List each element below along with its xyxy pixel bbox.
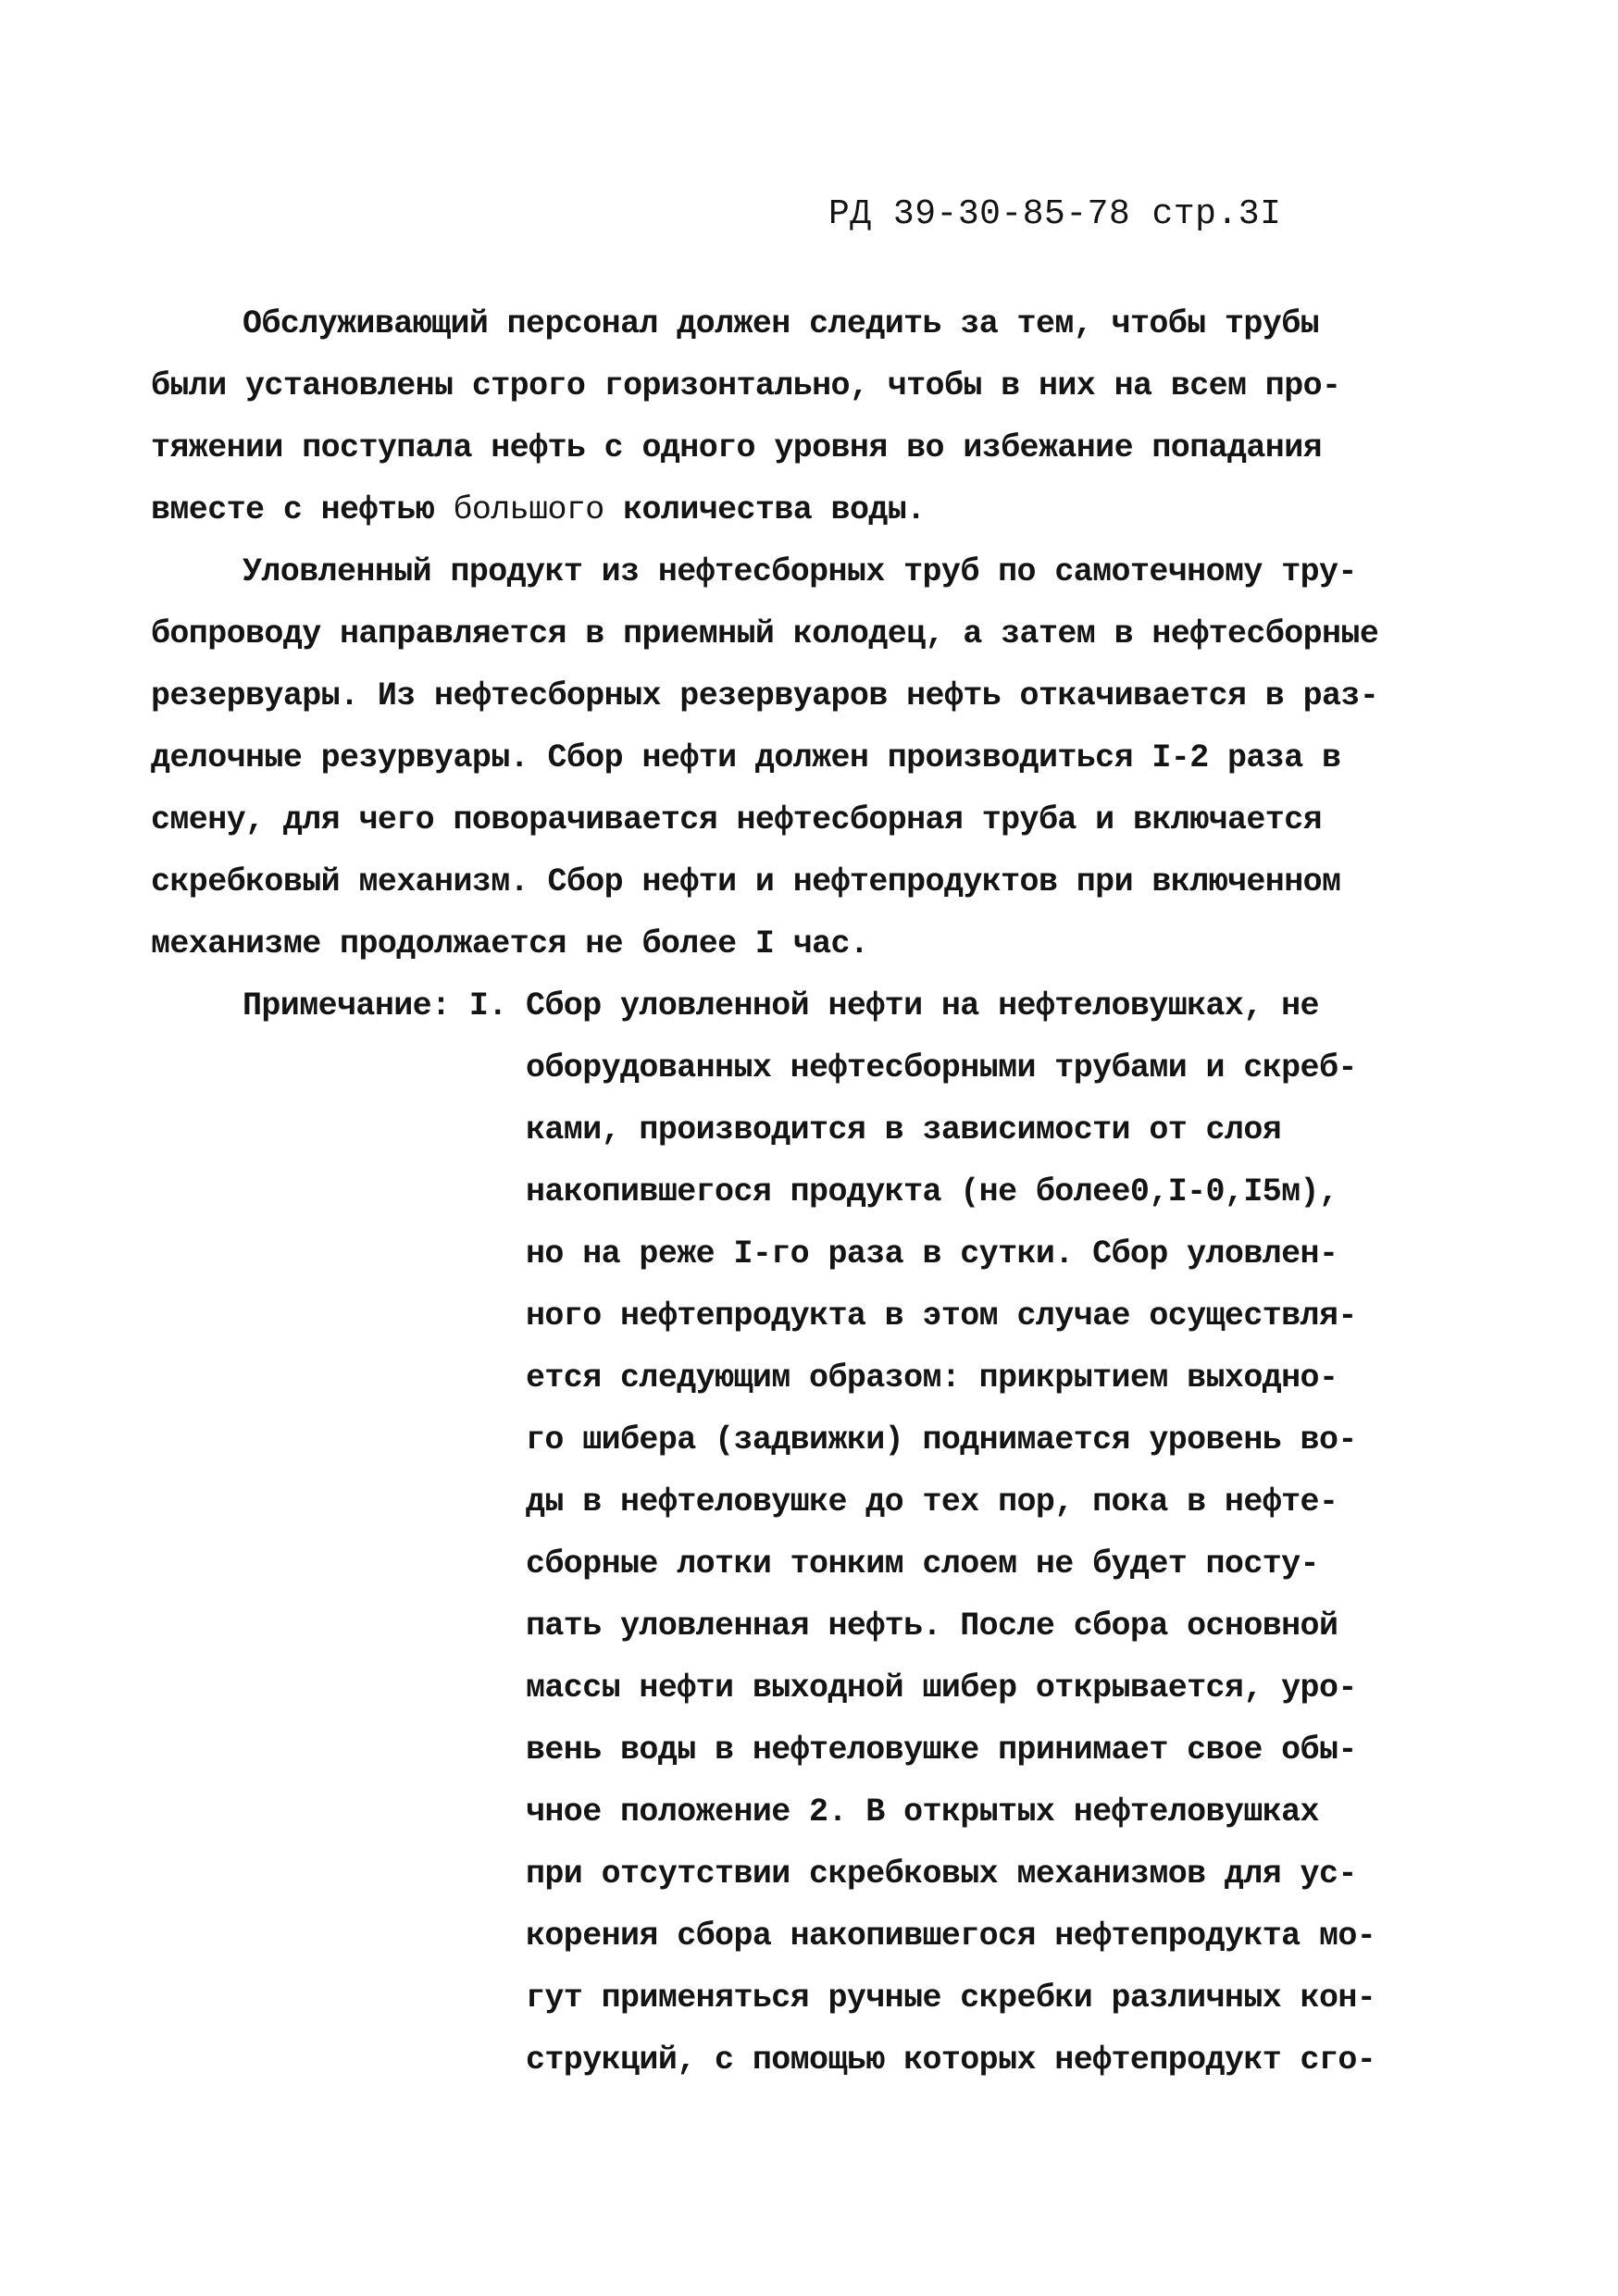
paragraph-1-line-2: были установлены строго горизонтально, чтобы в них на всем про-: [151, 367, 1341, 404]
paragraph-1-line-3: тяжении поступала нефть с одного уровня во избежание попадания: [151, 429, 1323, 466]
paragraph-2-line-1: Уловленный продукт из нефтесборных труб по самотечному тру-: [243, 553, 1357, 590]
paragraph-1-line-1: Обслуживающий персонал должен следить за тем, чтобы трубы: [243, 305, 1319, 342]
paragraph-2-line-7: механизме продолжается не более I час.: [151, 925, 869, 962]
note-label: Примечание: I.: [243, 987, 507, 1024]
paragraph-2-line-3: резервуары. Из нефтесборных резервуаров нефть откачивается в раз-: [151, 677, 1379, 714]
note-line-12: массы нефти выходной шибер открывается, уро-: [526, 1669, 1357, 1706]
note-line-3: ками, производится в зависимости от слоя: [526, 1111, 1282, 1148]
paragraph-1-line-4-part-b: большого: [453, 491, 604, 528]
paragraph-1-line-4: [151, 491, 926, 528]
note-line-1: Сбор уловленной нефти на нефтеловушках, не: [526, 987, 1319, 1024]
note-line-5: но на реже I-го раза в сутки. Сбор уловлен-: [526, 1235, 1338, 1272]
paragraph-1-line-4-part-c: количества воды.: [623, 491, 926, 528]
paragraph-2-line-5: смену, для чего поворачивается нефтесборная труба и включается: [151, 801, 1323, 838]
page-header: РД 39-30-85-78 стр.3I: [828, 194, 1282, 234]
note-line-16: корения сбора накопившегося нефтепродукта мо-: [526, 1917, 1376, 1955]
paragraph-2-line-6: скребковый механизм. Сбор нефти и нефтепродуктов при включенном: [151, 863, 1341, 900]
note-line-4: накопившегося продукта (не более0,I-0,I5м),: [526, 1173, 1338, 1210]
note-line-15: при отсутствии скребковых механизмов для ус-: [526, 1855, 1357, 1893]
note-line-2: оборудованных нефтесборными трубами и скреб-: [526, 1049, 1357, 1086]
note-line-6: ного нефтепродукта в этом случае осуществля-: [526, 1297, 1357, 1334]
note-line-7: ется следующим образом: прикрытием выходно-: [526, 1359, 1338, 1396]
note-line-18: струкций, с помощью которых нефтепродукт сго-: [526, 2042, 1376, 2079]
note-line-13: вень воды в нефтеловушке принимает свое обы-: [526, 1731, 1357, 1769]
note-line-9: ды в нефтеловушке до тех пор, пока в нефте-: [526, 1483, 1338, 1520]
note-line-10: сборные лотки тонким слоем не будет посту-: [526, 1545, 1319, 1582]
note-line-17: гут применяться ручные скребки различных кон-: [526, 1980, 1376, 2017]
paragraph-1-line-4-part-a: вместе с нефтью: [151, 491, 435, 528]
paragraph-2-line-4: делочные резурвуары. Сбор нефти должен производиться I-2 раза в: [151, 739, 1341, 776]
note-line-14: чное положение 2. В открытых нефтеловушках: [526, 1793, 1319, 1831]
paragraph-2-line-2: бопроводу направляется в приемный колодец, а затем в нефтесборные: [151, 615, 1379, 652]
note-line-11: пать уловленная нефть. После сбора основной: [526, 1607, 1338, 1644]
note-line-8: го шибера (задвижки) поднимается уровень во-: [526, 1421, 1357, 1458]
